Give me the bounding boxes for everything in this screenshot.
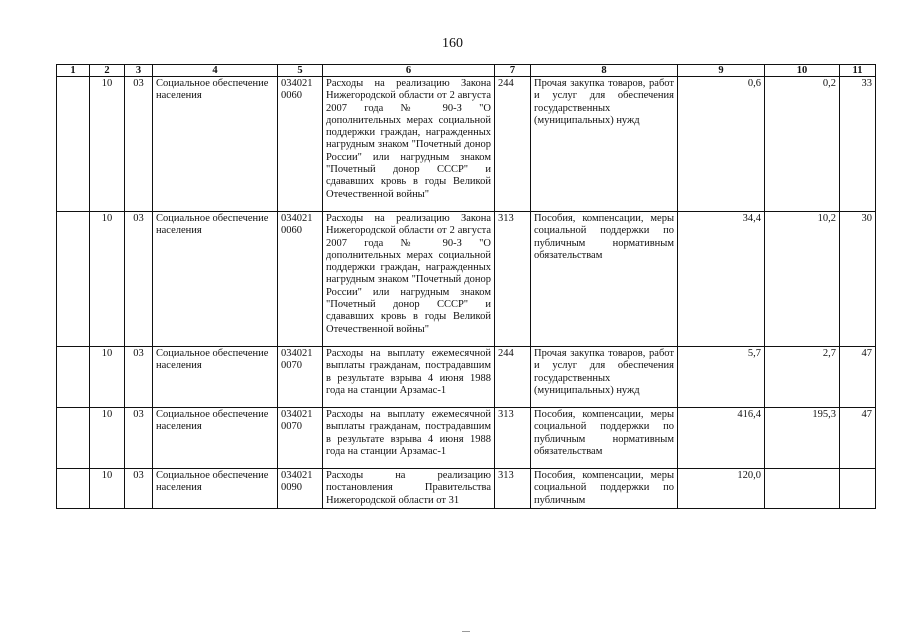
cell-target-code: 034021 0070 (278, 408, 323, 469)
cell-description: Расходы на выплату ежемесячной выплаты гражданам, пострадавшим в результате взрыва 4 июня 1988 года на станции Арзамас-1 (323, 347, 495, 408)
header-cell: 4 (153, 65, 278, 77)
cell-expense-type: Прочая закупка товаров, работ и услуг для обеспечения государственных (муниципальных) нужд (531, 347, 678, 408)
cell-value-col11: 33 (840, 77, 876, 212)
cell-section: 10 (90, 469, 125, 509)
cell-value-col10: 10,2 (765, 212, 840, 347)
cell-col1 (57, 347, 90, 408)
header-cell: 2 (90, 65, 125, 77)
cell-section-name: Социальное обеспечение населения (153, 408, 278, 469)
cell-expense-type: Пособия, компенсации, меры социальной поддержки по публичным (531, 469, 678, 509)
cell-value-col10: 2,7 (765, 347, 840, 408)
cell-section-name: Социальное обеспечение населения (153, 212, 278, 347)
cell-subsection: 03 (125, 408, 153, 469)
cell-section-name: Социальное обеспечение населения (153, 347, 278, 408)
cell-value-col9: 416,4 (678, 408, 765, 469)
cell-subsection: 03 (125, 469, 153, 509)
cell-value-col11 (840, 469, 876, 509)
cell-expense-code: 313 (495, 469, 531, 509)
cell-value-col11: 47 (840, 408, 876, 469)
cell-col1 (57, 212, 90, 347)
header-cell: 8 (531, 65, 678, 77)
cell-target-code: 034021 0060 (278, 212, 323, 347)
table-row (57, 347, 876, 408)
cell-section: 10 (90, 347, 125, 408)
cell-value-col9: 0,6 (678, 77, 765, 212)
header-cell: 11 (840, 65, 876, 77)
header-cell: 9 (678, 65, 765, 77)
scan-mark (462, 631, 470, 632)
cell-section-name: Социальное обеспечение населения (153, 77, 278, 212)
cell-value-col10: 195,3 (765, 408, 840, 469)
cell-description: Расходы на выплату ежемесячной выплаты гражданам, пострадавшим в результате взрыва 4 июня 1988 года на станции Арзамас-1 (323, 408, 495, 469)
cell-col1 (57, 408, 90, 469)
header-cell: 3 (125, 65, 153, 77)
cell-expense-code: 244 (495, 347, 531, 408)
table-row (57, 408, 876, 469)
table-row (57, 77, 876, 212)
cell-expense-code: 313 (495, 408, 531, 469)
cell-expense-code: 313 (495, 212, 531, 347)
cell-subsection: 03 (125, 212, 153, 347)
cell-description: Расходы на реализацию Закона Нижегородской области от 2 августа 2007 года № 90-З "О дополнительных мерах социальной поддержки граждан, награжденных нагрудным знаком "Почетный донор России" или нагрудным знаком "Почетный донор СССР" и сдававших кровь в годы Великой Отечественной войны" (323, 77, 495, 212)
cell-target-code: 034021 0090 (278, 469, 323, 509)
header-cell: 10 (765, 65, 840, 77)
table-row (57, 212, 876, 347)
header-cell: 1 (57, 65, 90, 77)
cell-expense-type: Пособия, компенсации, меры социальной поддержки по публичным нормативным обязательствам (531, 408, 678, 469)
cell-expense-code: 244 (495, 77, 531, 212)
cell-value-col11: 30 (840, 212, 876, 347)
cell-section: 10 (90, 408, 125, 469)
cell-value-col10: 0,2 (765, 77, 840, 212)
cell-subsection: 03 (125, 347, 153, 408)
cell-col1 (57, 77, 90, 212)
cell-section-name: Социальное обеспечение населения (153, 469, 278, 509)
budget-table (56, 64, 876, 509)
header-cell: 6 (323, 65, 495, 77)
cell-col1 (57, 469, 90, 509)
page-number: 160 (442, 36, 463, 51)
cell-description: Расходы на реализацию Закона Нижегородской области от 2 августа 2007 года № 90-З "О дополнительных мерах социальной поддержки граждан, награжденных нагрудным знаком "Почетный донор России" или нагрудным знаком "Почетный донор СССР" и сдававших кровь в годы Великой Отечественной войны" (323, 212, 495, 347)
cell-description: Расходы на реализацию постановления Правительства Нижегородской области от 31 (323, 469, 495, 509)
table-row (57, 469, 876, 509)
cell-value-col9: 34,4 (678, 212, 765, 347)
cell-section: 10 (90, 212, 125, 347)
cell-section: 10 (90, 77, 125, 212)
header-row (57, 65, 876, 77)
cell-target-code: 034021 0060 (278, 77, 323, 212)
cell-target-code: 034021 0070 (278, 347, 323, 408)
cell-value-col10 (765, 469, 840, 509)
cell-subsection: 03 (125, 77, 153, 212)
header-cell: 7 (495, 65, 531, 77)
cell-value-col11: 47 (840, 347, 876, 408)
header-cell: 5 (278, 65, 323, 77)
cell-value-col9: 120,0 (678, 469, 765, 509)
cell-expense-type: Пособия, компенсации, меры социальной поддержки по публичным нормативным обязательствам (531, 212, 678, 347)
cell-expense-type: Прочая закупка товаров, работ и услуг для обеспечения государственных (муниципальных) нужд (531, 77, 678, 212)
cell-value-col9: 5,7 (678, 347, 765, 408)
